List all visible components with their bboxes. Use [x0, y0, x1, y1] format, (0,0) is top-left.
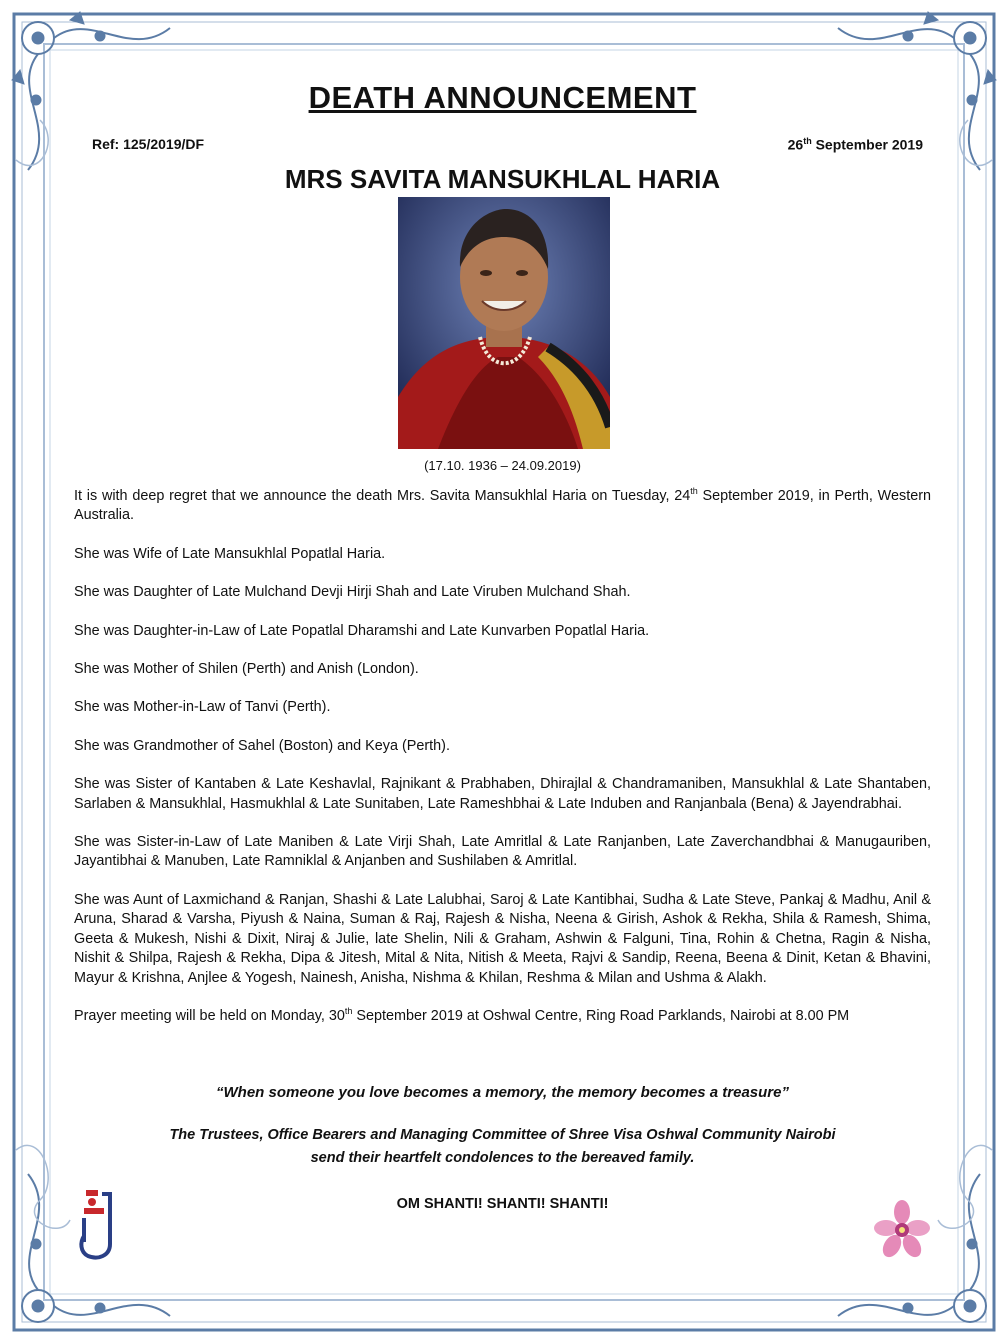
prayer-text-a: Prayer meeting will be held on Monday, 30	[74, 1007, 345, 1024]
sister-in-law-paragraph: She was Sister-in-Law of Late Maniben & Late Virji Shah, Late Amritlal & Late Ranjanben, Late Zaverchandbhai & Manugauriben, Jayantibhai & Manuben, Late Ramniklal & Anjanben and Sushilaben & Amritlal.	[74, 834, 931, 870]
date-rest: September 2019	[811, 136, 923, 153]
orchid-flower-icon	[874, 1200, 930, 1262]
page-title: DEATH ANNOUNCEMENT	[308, 80, 697, 115]
mother-in-law-paragraph: She was Mother-in-Law of Tanvi (Perth).	[74, 699, 331, 716]
condolence-message	[74, 1124, 931, 1170]
condolence-line-2: send their heartfelt condolences to the bereaved family.	[310, 1150, 695, 1166]
deceased-name: MRS SAVITA MANSUKHLAL HARIA	[284, 164, 721, 194]
sister-paragraph: She was Sister of Kantaben & Late Keshavlal, Rajnikant & Prabhaben, Dhirajlal & Chandramaniben, Mansukhlal & Late Shantaben, Sarlaben & Mansukhlal, Hasmukhlal & Late Sunitaben, Late Rameshbhai & Late Induben and Ranjanbala (Bena) & Jayendrabhai.	[74, 776, 931, 812]
date-suffix: th	[803, 136, 812, 146]
wife-paragraph: She was Wife of Late Mansukhlal Popatlal Haria.	[74, 545, 386, 562]
intro-text-b: September 2019, in Perth, Western Australia.	[74, 488, 931, 524]
condolence-line-1: The Trustees, Office Bearers and Managing Committee of Shree Visa Oshwal Community Nairobi	[169, 1127, 836, 1143]
daughter-in-law-paragraph: She was Daughter-in-Law of Late Popatlal Dharamshi and Late Kunvarben Popatlal Haria.	[74, 622, 650, 639]
intro-suffix: th	[690, 486, 698, 497]
mother-paragraph: She was Mother of Shilen (Perth) and Anish (London).	[74, 661, 419, 678]
date-day: 26	[787, 136, 804, 153]
announcement-date	[788, 136, 923, 153]
portrait-photo	[398, 197, 610, 449]
grandmother-paragraph: She was Grandmother of Sahel (Boston) and Keya (Perth).	[74, 737, 450, 754]
reference-number: Ref: 125/2019/DF	[92, 136, 205, 152]
life-dates: (17.10. 1936 – 24.09.2019)	[424, 458, 581, 473]
community-logo-icon	[76, 1186, 118, 1262]
prayer-text-b: September 2019 at Oshwal Centre, Ring Road Parklands, Nairobi at 8.00 PM	[352, 1007, 850, 1024]
memorial-quote: “When someone you love becomes a memory, the memory becomes a treasure”	[216, 1084, 789, 1101]
aunt-paragraph: She was Aunt of Laxmichand & Ranjan, Shashi & Late Lalubhai, Saroj & Late Kantibhai, Sudha & Late Steve, Pankaj & Madhu, Anil & Aruna, Sharad & Varsha, Piyush & Naina, Suman & Raj, Rajesh & Nisha, Neena & Girish, Ashok & Rekha, Shila & Ramesh, Shima, Geeta & Mukesh, Nishi & Dixit, Niraj & Julie, late Shelin, Nili & Graham, Ashwin & Falguni, Tina, Rohin & Chetna, Ragin & Nisha, Nishit & Shilpa, Rajesh & Rekha, Dipa & Jitesh, Mital & Nita, Nitish & Meeta, Rajvi & Sandip, Reena, Beena & Dinit, Ketan & Bhavini, Mayur & Krishna, Anjlee & Yogesh, Nainesh, Anisha, Nishma & Khilan, Reshma & Milan and Ushma & Alakh.	[74, 891, 931, 986]
intro-paragraph	[74, 487, 931, 526]
prayer-paragraph	[74, 1007, 931, 1026]
intro-text-a: It is with deep regret that we announce the death Mrs. Savita Mansukhlal Haria on Tuesday, 24	[74, 488, 691, 504]
daughter-paragraph: She was Daughter of Late Mulchand Devji Hirji Shah and Late Viruben Mulchand Shah.	[74, 584, 631, 601]
prayer-suffix: th	[344, 1006, 353, 1017]
announcement-body	[74, 487, 931, 1045]
om-shanti: OM SHANTI! SHANTI! SHANTI!	[396, 1196, 609, 1212]
